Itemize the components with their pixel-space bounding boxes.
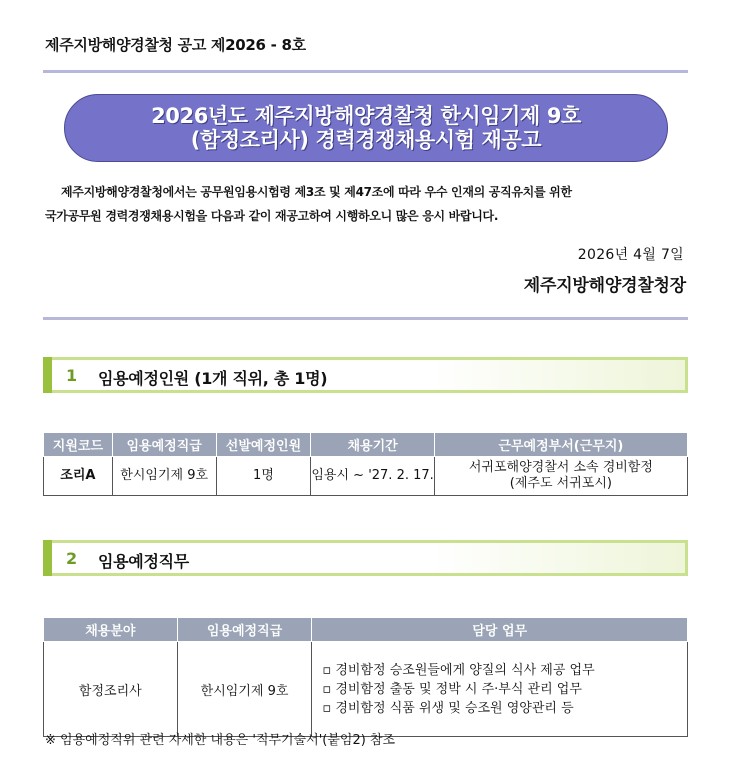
dept-line-1: 서귀포해양경찰서 소속 경비함정 (468, 460, 653, 475)
cell-duties (312, 642, 688, 737)
notice-date: 2026년 4월 7일 (577, 247, 684, 263)
cell-field: 함정조리사 (44, 642, 178, 737)
duties-table (43, 617, 688, 737)
header-grade: 임용예정직급 (177, 618, 312, 642)
header-period: 채용기간 (311, 433, 434, 457)
intro-paragraph (45, 180, 695, 228)
issuer-name: 제주지방해양경찰청장 (523, 276, 686, 296)
header-duties: 담당 업무 (312, 618, 688, 642)
top-divider (43, 70, 688, 73)
header-grade: 임용예정직급 (112, 433, 216, 457)
title-banner (64, 94, 668, 162)
cell-grade: 한시임기제 9호 (177, 642, 312, 737)
notice-number: 제주지방해양경찰청 공고 제2026 - 8호 (45, 36, 306, 54)
section-2-header (43, 540, 688, 576)
header-dept: 근무예정부서(근무지) (434, 433, 687, 457)
cell-code: 조리A (44, 457, 113, 496)
intro-line-2: 국가공무원 경력경쟁채용시험을 다음과 같이 재공고하여 시행하오니 많은 응시 바랍니다. (45, 209, 499, 223)
intro-line-1: 제주지방해양경찰청에서는 공무원임용시험령 제3조 및 제47조에 따라 우수 인재의 공직유치를 위한 (61, 185, 572, 199)
section-1-number: 1 (66, 366, 78, 385)
duty-item: ▫ 경비함정 식품 위생 및 승조원 영양관리 등 (322, 700, 574, 716)
header-field: 채용분야 (44, 618, 178, 642)
header-count: 선발예정인원 (216, 433, 311, 457)
table-header-row (44, 618, 688, 642)
section-2-number: 2 (66, 549, 78, 568)
section-2-accent-bar (43, 540, 52, 576)
table-header-row (44, 433, 688, 457)
section-1-header (43, 357, 688, 393)
cell-grade: 한시임기제 9호 (112, 457, 216, 496)
section-2-title: 임용예정직무 (98, 552, 189, 571)
cell-count: 1명 (216, 457, 311, 496)
table-row (44, 642, 688, 737)
title-line-2: (함정조리사) 경력경쟁채용시험 재공고 (190, 128, 542, 152)
section-1-title: 임용예정인원 (1개 직위, 총 1명) (98, 369, 328, 388)
duty-item: ▫ 경비함정 승조원들에게 양질의 식사 제공 업무 (322, 662, 595, 678)
header-code: 지원코드 (44, 433, 113, 457)
footnote: ※ 임용예정직위 관련 자세한 내용은 '직무기술서'(붙임2) 참조 (45, 733, 396, 748)
section-1-accent-bar (43, 357, 52, 393)
table-row (44, 457, 688, 496)
cell-dept (434, 457, 687, 496)
dept-line-2: (제주도 서귀포시) (509, 476, 612, 491)
duty-item: ▫ 경비함정 출동 및 정박 시 주·부식 관리 업무 (322, 681, 582, 697)
middle-divider (43, 317, 688, 320)
recruitment-table (43, 432, 688, 496)
title-line-1: 2026년도 제주지방해양경찰청 한시임기제 9호 (151, 104, 581, 128)
cell-period: 임용시 ~ '27. 2. 17. (311, 457, 434, 496)
